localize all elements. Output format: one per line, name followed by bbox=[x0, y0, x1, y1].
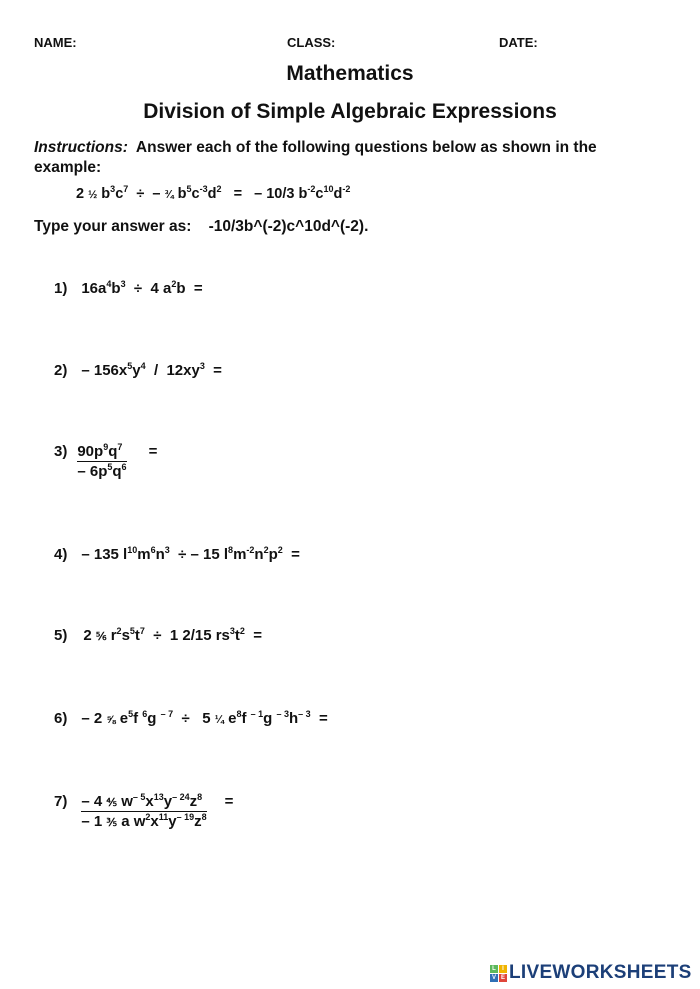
question-number: 3) bbox=[54, 443, 68, 460]
fraction-denominator: – 1 ⅗ a $w^2x^{11}y^{- 19}z^8$ bbox=[81, 812, 207, 830]
fraction-numerator: – 4 ⅘ $w^{- 5}x^{13}y^{- 24}z^8$ bbox=[81, 793, 206, 812]
question-5 bbox=[54, 627, 262, 644]
type-answer-label: Type your answer as: bbox=[34, 218, 192, 235]
fraction bbox=[81, 793, 206, 830]
fraction-denominator: – $6p^5q^6$ bbox=[77, 462, 127, 480]
question-number: 6) bbox=[54, 710, 68, 727]
type-answer-instruction bbox=[34, 218, 368, 236]
question-3 bbox=[54, 443, 157, 480]
instructions bbox=[34, 138, 654, 178]
question-7 bbox=[54, 793, 233, 830]
question-6 bbox=[54, 710, 328, 727]
fraction bbox=[77, 443, 126, 480]
page-subtitle: Division of Simple Algebraic Expressions bbox=[143, 100, 557, 123]
equals-sign: = bbox=[148, 443, 158, 460]
question-expression: – $156x^5y^4 / 12xy^3$ = bbox=[81, 361, 222, 379]
question-number: 7) bbox=[54, 793, 68, 810]
logo-letter: L bbox=[490, 965, 498, 973]
equals-sign: = bbox=[224, 793, 234, 810]
question-expression: – 135 $l^{10}m^6n^3$ ÷ – 15 $l^8m^{-2}n^2p^2$ = bbox=[81, 545, 300, 563]
question-expression: $16a^4b^3 \div 4$ $a^2b$ = bbox=[81, 279, 203, 297]
question-number: 5) bbox=[54, 627, 68, 644]
name-label: NAME: bbox=[34, 35, 77, 50]
question-expression: 2 ⅚ $r^2s^5t^7 \div 1$ 2/15 $rs^3t^2$ = bbox=[83, 626, 263, 644]
logo-icon bbox=[490, 965, 507, 982]
class-label: CLASS: bbox=[287, 35, 336, 50]
example-expression: 2 ½ $b^3c^7$ ÷ – ¾ $b^5c^{-3}d^2$ = – 10/3 $b^{-2}c^{10}d^{-2}$ bbox=[76, 184, 351, 202]
question-2 bbox=[54, 362, 222, 379]
instructions-label: Instructions: bbox=[34, 139, 128, 156]
fraction-numerator: $90p^9q^7$ bbox=[77, 443, 126, 462]
page-title: Mathematics bbox=[286, 62, 414, 85]
logo-letter: I bbox=[499, 965, 507, 973]
liveworksheets-logo bbox=[490, 962, 692, 984]
type-answer-format: -10/3b^(-2)c^10d^(-2). bbox=[208, 218, 369, 235]
question-expression: – 2 ⅝ $e^5f$ $^6$g $^{- 7}$ ÷ 5 ¼ $e^8f$ $^{- 1}$g $^{- 3}h^{- 3}$ = bbox=[81, 709, 328, 727]
logo-letter: E bbox=[500, 974, 505, 981]
brand-name: LIVEWORKSHEETS bbox=[509, 962, 692, 983]
question-1 bbox=[54, 280, 203, 297]
question-4 bbox=[54, 546, 300, 563]
question-number: 1) bbox=[54, 280, 68, 297]
date-label: DATE: bbox=[499, 35, 538, 50]
question-number: 4) bbox=[54, 546, 68, 563]
logo-letter: V bbox=[491, 974, 496, 981]
instructions-text: Answer each of the following questions below as shown in the example: bbox=[34, 139, 597, 176]
question-number: 2) bbox=[54, 362, 68, 379]
